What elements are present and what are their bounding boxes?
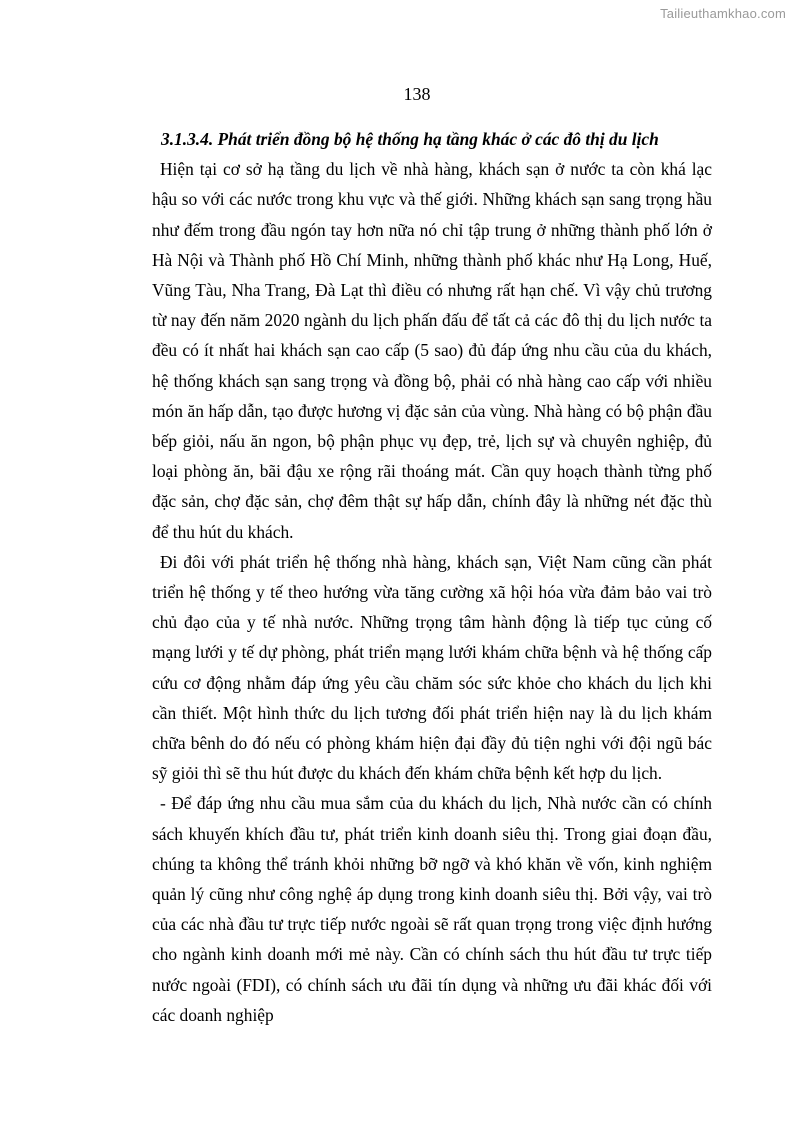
section-heading: 3.1.3.4. Phát triển đồng bộ hệ thống hạ tầng khác ở các đô thị du lịch [161,129,659,149]
watermark: Tailieuthamkhao.com [660,6,786,21]
document-body [152,124,712,1030]
paragraph-healthcare: Đi đôi với phát triển hệ thống nhà hàng, khách sạn, Việt Nam cũng cần phát triển hệ thống y tế theo hướng vừa tăng cường xã hội hóa vừa đảm bảo vai trò chủ đạo của y tế nhà nước. Những trọng tâm hành động là tiếp tục củng cố mạng lưới y tế dự phòng, phát triển mạng lưới khám chữa bệnh và hệ thống cấp cứu cơ động nhằm đáp ứng yêu cầu chăm sóc sức khỏe cho khách du lịch khi cần thiết. Một hình thức du lịch tương đối phát triển hiện nay là du lịch khám chữa bênh do đó nếu có phòng khám hiện đại đầy đủ tiện nghi với đội ngũ bác sỹ giỏi thì sẽ thu hút được du khách đến khám chữa bệnh kết hợp du lịch. [152,551,712,784]
paragraph-shopping: - Để đáp ứng nhu cầu mua sắm của du khách du lịch, Nhà nước cần có chính sách khuyến khích đầu tư, phát triển kinh doanh siêu thị. Trong giai đoạn đầu, chúng ta không thể tránh khỏi những bỡ ngỡ và khó khăn về vốn, kinh nghiệm quản lý cũng như công nghệ áp dụng trong kinh doanh siêu thị. Bởi vậy, vai trò của các nhà đầu tư trực tiếp nước ngoài sẽ rất quan trọng trong việc định hướng cho ngành kinh doanh mới mẻ này. Cần có chính sách thu hút đầu tư trực tiếp nước ngoài (FDI), có chính sách ưu đãi tín dụng và những ưu đãi khác đối với các doanh nghiệp [152,793,712,1025]
page-number: 138 [403,84,431,104]
paragraph-hotels: Hiện tại cơ sở hạ tầng du lịch về nhà hàng, khách sạn ở nước ta còn khá lạc hậu so với các nước trong khu vực và thế giới. Những khách sạn sang trọng hầu như đếm trong đầu ngón tay hơn nữa nó chỉ tập trung ở những thành phố lớn ở Hà Nội và Thành phố Hồ Chí Minh, những thành phố khác như Hạ Long, Huế, Vũng Tàu, Nha Trang, Đà Lạt thì điều có nhưng rất hạn chế. Vì vậy chủ trương từ nay đến năm 2020 ngành du lịch phấn đấu để tất cả các đô thị du lịch nước ta đều có ít nhất hai khách sạn cao cấp (5 sao) đủ đáp ứng nhu cầu của du khách, hệ thống khách sạn sang trọng và đồng bộ, phải có nhà hàng cao cấp với nhiều món ăn hấp dẫn, tạo được hương vị đặc sản của vùng. Nhà hàng có bộ phận đầu bếp giỏi, nấu ăn ngon, bộ phận phục vụ đẹp, trẻ, lịch sự và chuyên nghiệp, đủ loại phòng ăn, bãi đậu xe rộng rãi thoáng mát. Cần quy hoạch thành từng phố đặc sản, chợ đặc sản, chợ đêm thật sự hấp dẫn, chính đây là những nét đặc thù để thu hút du khách. [152,159,712,542]
